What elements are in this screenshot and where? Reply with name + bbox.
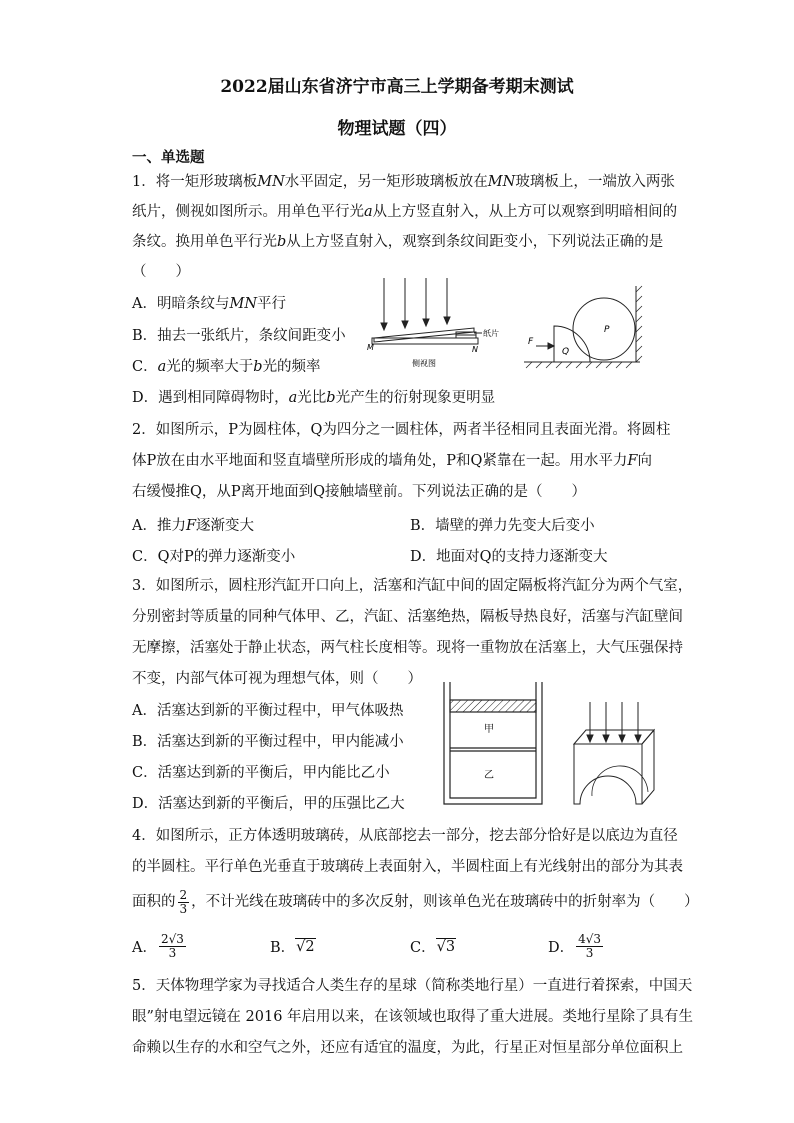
figure-glass-brick bbox=[566, 700, 662, 810]
fig1-n-label: N bbox=[472, 345, 478, 354]
fig2-f-label: F bbox=[528, 337, 534, 347]
q1-line-1: 1．将一矩形玻璃板MN水平固定，另一矩形玻璃板放在MN玻璃板上，一端放入两张 bbox=[132, 174, 675, 190]
q4-line-1: 4．如图所示，正方体透明玻璃砖，从底部挖去一部分，挖去部分恰好是以底边为直径 bbox=[132, 828, 678, 844]
q1-line-2: 纸片，侧视如图所示。用单色平行光a从上方竖直射入，从上方可以观察到明暗相间的 bbox=[132, 204, 678, 220]
q3-option-c[interactable]: C．活塞达到新的平衡后，甲内能比乙小 bbox=[132, 765, 390, 781]
q5-line-1: 5．天体物理学家为寻找适合人类生存的星球（简称类地行星）一直进行着探索，中国天 bbox=[132, 978, 693, 994]
fig1-caption: 侧视图 bbox=[412, 359, 436, 368]
q4-option-b[interactable]: B． √2 bbox=[270, 938, 315, 956]
q2-option-b[interactable]: B．墙壁的弹力先变大后变小 bbox=[410, 518, 595, 534]
q3-line-1: 3．如图所示，圆柱形汽缸开口向上，活塞和汽缸中间的固定隔板将汽缸分为两个气室， bbox=[132, 578, 693, 594]
q3-line-2: 分别密封等质量的同种气体甲、乙，汽缸、活塞绝热，隔板导热良好，活塞与汽缸壁间 bbox=[132, 609, 683, 625]
q2-line-3: 右缓慢推Q，从P离开地面到Q接触墙壁前。下列说法正确的是（ ） bbox=[132, 484, 587, 500]
fig1-m-label: M bbox=[367, 343, 374, 352]
fig1-paper-label: 纸片 bbox=[483, 329, 499, 338]
q3-option-b[interactable]: B．活塞达到新的平衡过程中，甲内能减小 bbox=[132, 734, 404, 750]
q4-line-2: 的半圆柱。平行单色光垂直于玻璃砖上表面射入，半圆柱面上有光线射出的部分为其表 bbox=[132, 859, 683, 875]
q4-option-c[interactable]: C． √3 bbox=[410, 938, 456, 956]
q2-option-c[interactable]: C．Q对P的弹力逐渐变小 bbox=[132, 549, 296, 565]
q5-line-3: 命赖以生存的水和空气之外，还应有适宜的温度，为此，行星正对恒星部分单位面积上 bbox=[132, 1040, 683, 1056]
q1-option-b[interactable]: B．抽去一张纸片，条纹间距变小 bbox=[132, 328, 346, 344]
figure-cylinder-piston bbox=[438, 680, 548, 808]
q1-line-4: （ ） bbox=[132, 264, 190, 280]
q2-line-1: 2．如图所示，P为圆柱体，Q为四分之一圆柱体，两者半径相同且表面光滑。将圆柱 bbox=[132, 422, 671, 438]
q3-line-4: 不变，内部气体可视为理想气体，则（ ） bbox=[132, 671, 422, 687]
fig2-p-label: P bbox=[604, 325, 610, 335]
q5-line-2: 眼”射电望远镜在 2016 年启用以来，在该领域也取得了重大进展。类地行星除了具有生 bbox=[132, 1009, 694, 1025]
fig3-yi-label: 乙 bbox=[484, 770, 494, 781]
figure-glass-plates bbox=[362, 276, 512, 372]
fig2-q-label: Q bbox=[562, 347, 570, 357]
page-title: 2022届山东省济宁市高三上学期备考期末测试 bbox=[220, 77, 574, 97]
section-heading: 一、单选题 bbox=[132, 149, 205, 166]
q4-option-a[interactable]: A． $\frac{2√3}{3}$ bbox=[132, 931, 184, 960]
q4-fraction: $\frac{2}{3}$ bbox=[179, 887, 188, 916]
q2-line-2: 体P放在由水平地面和竖直墙壁所形成的墙角处，P和Q紧靠在一起。用水平力F向 bbox=[132, 453, 652, 469]
q1-option-a[interactable]: A．明暗条纹与MN平行 bbox=[132, 296, 287, 312]
q3-line-3: 无摩擦，活塞处于静止状态，两气柱长度相等。现将一重物放在活塞上，大气压强保持 bbox=[132, 640, 683, 656]
q3-option-a[interactable]: A．活塞达到新的平衡过程中，甲气体吸热 bbox=[132, 703, 404, 719]
q1-option-d[interactable]: D．遇到相同障碍物时，a光比b光产生的衍射现象更明显 bbox=[132, 390, 496, 406]
q4-option-d[interactable]: D． $\frac{4√3}{3}$ bbox=[548, 931, 602, 960]
q1-line-3: 条纹。换用单色平行光b从上方竖直射入，观察到条纹间距变小，下列说法正确的是 bbox=[132, 234, 664, 250]
q1-option-c[interactable]: C．a光的频率大于b光的频率 bbox=[132, 359, 321, 375]
q2-option-a[interactable]: A．推力F逐渐变大 bbox=[132, 518, 255, 534]
q4-line-3: 面积的 $\frac{2}{3}$ ，不计光线在玻璃砖中的多次反射，则该单色光在玻璃砖中的折射率为（ ） bbox=[132, 887, 699, 916]
page-subtitle: 物理试题（四） bbox=[337, 119, 457, 139]
figure-cylinders bbox=[518, 284, 648, 370]
fig3-jia-label: 甲 bbox=[484, 724, 494, 735]
q3-option-d[interactable]: D．活塞达到新的平衡后，甲的压强比乙大 bbox=[132, 796, 405, 812]
q2-option-d[interactable]: D．地面对Q的支持力逐渐变大 bbox=[410, 549, 608, 565]
